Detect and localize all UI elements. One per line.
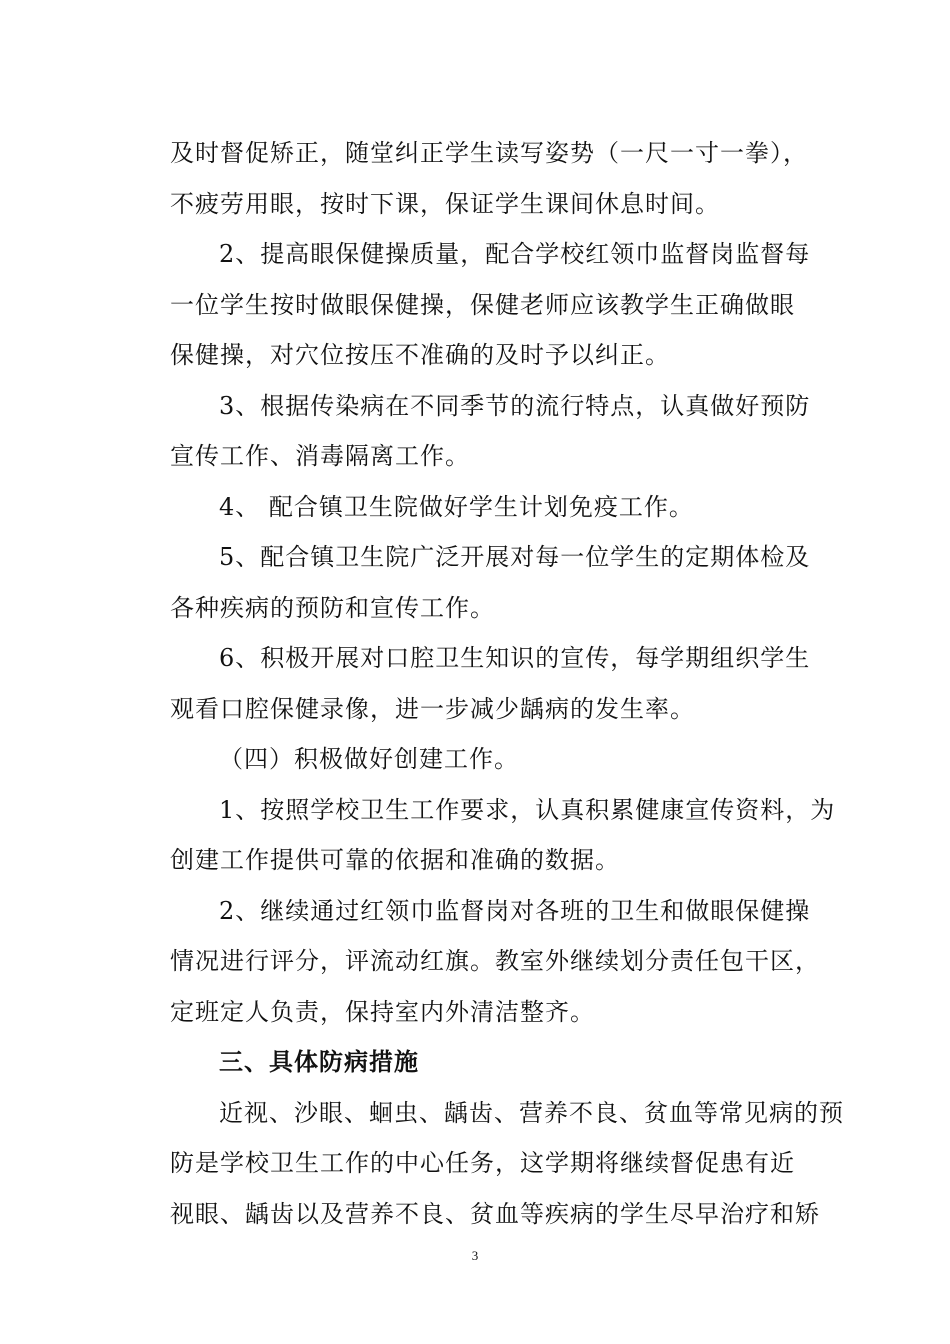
text-line: 不疲劳用眼，按时下课，保证学生课间休息时间。 (170, 189, 720, 218)
paragraph-item-4 (170, 482, 815, 533)
text-line: 2、继续通过红领巾监督岗对各班的卫生和做眼保健操 (219, 896, 811, 925)
subsection-heading (170, 734, 815, 785)
page-number: 3 (471, 1248, 479, 1263)
text-line: 视眼、龋齿以及营养不良、贫血等疾病的学生尽早治疗和矫 (170, 1199, 820, 1228)
text-line: 情况进行评分，评流动红旗。教室外继续划分责任包干区， (170, 947, 820, 975)
text-line: 保健操，对穴位按压不准确的及时予以纠正。 (170, 341, 670, 369)
section-heading (170, 1037, 815, 1088)
paragraph-creation-2 (170, 886, 820, 1038)
text-line: 观看口腔保健录像，进一步减少龋病的发生率。 (170, 694, 695, 723)
text-line: 及时督促矫正，随堂纠正学生读写姿势（一尺一寸一拳）， (170, 139, 808, 167)
text-line: 3、根据传染病在不同季节的流行特点，认真做好预防 (219, 391, 811, 420)
text-line: 近视、沙眼、蛔虫、龋齿、营养不良、贫血等常见病的预 (219, 1098, 844, 1127)
text-line: 各种疾病的预防和宣传工作。 (170, 593, 495, 622)
text-line: 2、提高眼保健操质量，配合学校红领巾监督岗监督每 (219, 240, 811, 268)
paragraph-item-2 (170, 229, 815, 381)
text-line: 一位学生按时做眼保健操，保健老师应该教学生正确做眼 (170, 290, 795, 319)
paragraph-continuation (170, 128, 815, 229)
text-line: 三、具体防病措施 (219, 1047, 419, 1076)
paragraph-disease-prevention (170, 1088, 844, 1240)
text-line: 定班定人负责，保持室内外清洁整齐。 (170, 997, 595, 1026)
paragraph-creation-1 (170, 785, 836, 886)
text-line: 4、 配合镇卫生院做好学生计划免疫工作。 (219, 492, 694, 521)
text-line: 6、积极开展对口腔卫生知识的宣传，每学期组织学生 (219, 644, 811, 672)
text-line: 创建工作提供可靠的依据和准确的数据。 (170, 846, 620, 874)
text-line: 5、配合镇卫生院广泛开展对每一位学生的定期体检及 (219, 543, 811, 571)
paragraph-item-5 (170, 532, 815, 633)
paragraph-item-6 (170, 633, 815, 734)
text-line: （四）积极做好创建工作。 (219, 745, 519, 773)
paragraph-item-3 (170, 381, 815, 482)
text-line: 1、按照学校卫生工作要求，认真积累健康宣传资料，为 (219, 795, 836, 824)
document-body (170, 128, 844, 1239)
text-line: 宣传工作、消毒隔离工作。 (170, 442, 470, 470)
text-line: 防是学校卫生工作的中心任务，这学期将继续督促患有近 (170, 1149, 795, 1177)
